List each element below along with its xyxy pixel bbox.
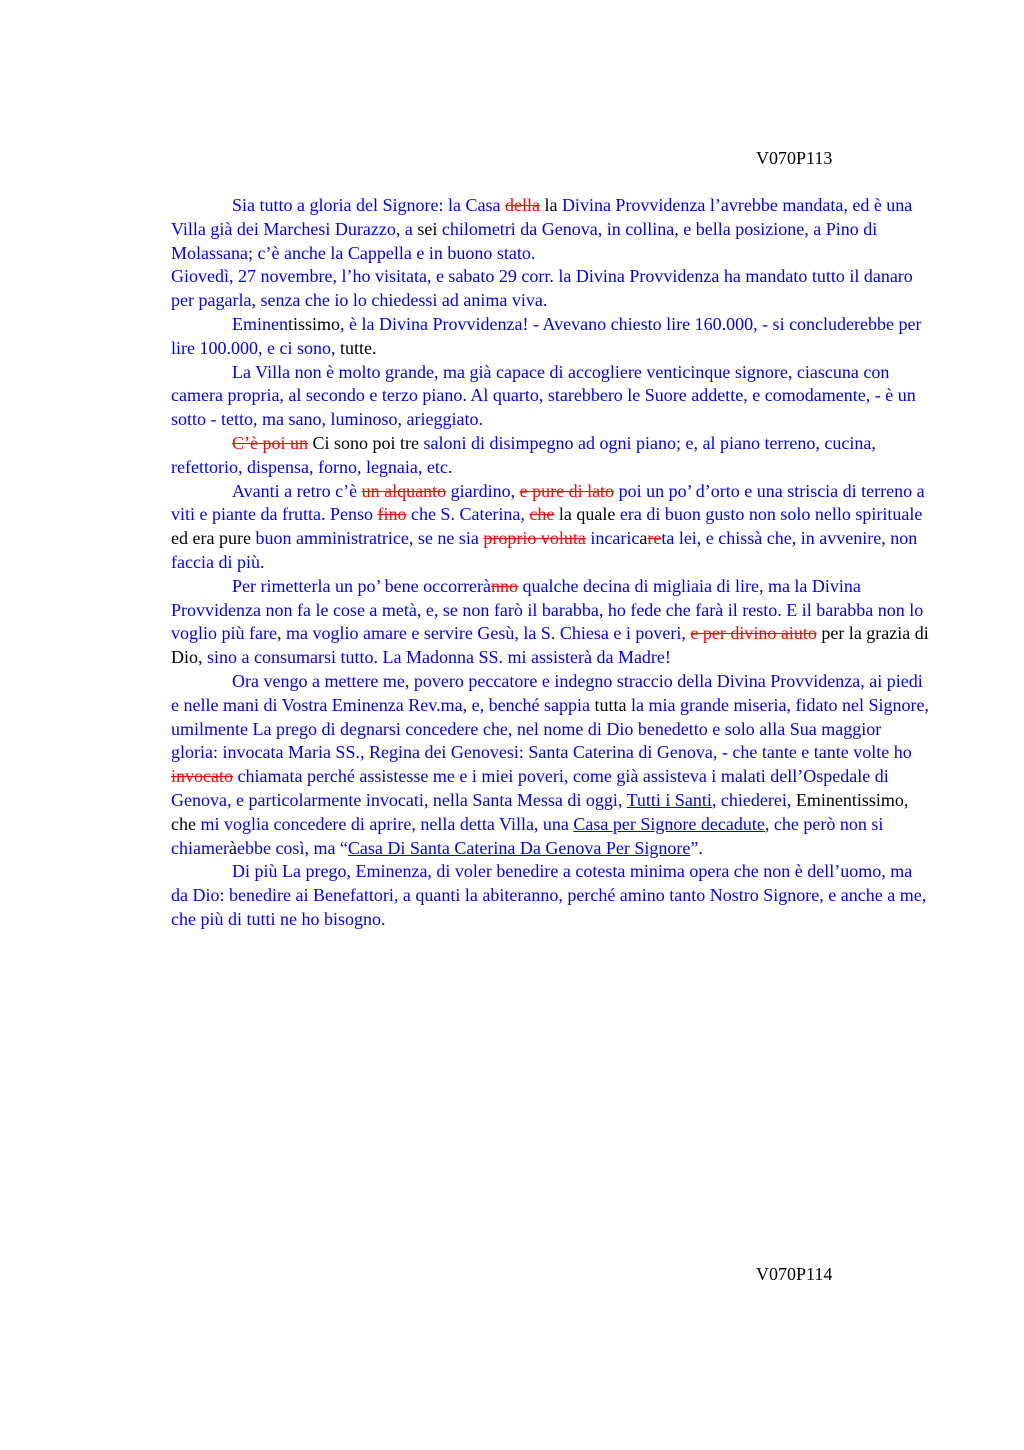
text-run: Eminen bbox=[232, 313, 288, 334]
inserted-text: la quale bbox=[554, 504, 616, 525]
inserted-text: sei bbox=[417, 218, 438, 239]
inserted-text: tutte. bbox=[339, 337, 377, 358]
deleted-text: fino bbox=[377, 504, 407, 525]
paragraph bbox=[171, 432, 931, 480]
text-run: Avanti a retro c’è bbox=[232, 480, 362, 501]
text-run: , che però non si chiamer bbox=[171, 813, 884, 858]
text-run: Di più La prego, Eminenza, di voler benedire a cotesta minima opera che non è dell’uomo, ma da Dio: benedire ai Benefattori, a quanti la abiteranno, perché amino tanto Nostro Signore, e anche a me, che più di tutti ne ho bisogno. bbox=[171, 861, 927, 929]
inserted-text: Eminentissimo, che bbox=[171, 789, 909, 834]
text-run: mi voglia concedere di aprire, nella detta Villa, una bbox=[195, 813, 574, 834]
text-run: poi un po’ d’orto e una striscia di terreno a viti e piante da frutta. Penso bbox=[171, 480, 925, 525]
paragraph bbox=[171, 361, 931, 432]
letter-body bbox=[171, 194, 931, 932]
underlined-text: Tutti i Santi bbox=[626, 789, 712, 810]
text-run: ebbe così, ma “ bbox=[236, 837, 348, 858]
paragraph bbox=[171, 670, 931, 860]
text-run: era di buon gusto non solo nello spirituale bbox=[615, 504, 923, 525]
text-run: , sino a consumarsi tutto. La Madonna SS. mi assisterà da Madre! bbox=[198, 647, 671, 668]
text-run: che S. Caterina, bbox=[406, 504, 530, 525]
deleted-text: proprio voluta bbox=[483, 528, 586, 549]
paragraph bbox=[171, 575, 931, 670]
inserted-text: ed era pure bbox=[171, 528, 251, 549]
deleted-text: che bbox=[529, 504, 555, 525]
inserted-text: tissimo bbox=[288, 313, 341, 334]
text-run: ”. bbox=[690, 837, 703, 858]
inserted-text: per la grazia di Dio bbox=[171, 623, 929, 668]
deleted-text: della bbox=[504, 195, 540, 215]
text-run: , chiederei, bbox=[711, 789, 796, 810]
deleted-text: nno bbox=[491, 575, 519, 596]
inserted-text: tutta bbox=[594, 694, 627, 715]
inserted-text: la bbox=[539, 195, 558, 215]
text-run: Ora vengo a mettere me, povero peccatore e indegno straccio della Divina Provvidenza, ai piedi e nelle mani di Vostra Eminenza Rev.ma, e, benché sappia bbox=[171, 670, 923, 715]
text-run: la mia grande miseria, fidato nel Signore, umilmente La prego di degnarsi concedere che, nel nome di Dio benedetto e solo alla Sua maggior gloria: invocata Maria SS., Regina dei Genovesi: Santa Caterina di Genova, - che tante e tante volte ho bbox=[171, 694, 929, 763]
text-run: buon amministratrice, se ne sia bbox=[250, 528, 484, 549]
text-run: Per rimetterla un po’ bene occorrerà bbox=[232, 575, 492, 596]
header-page-code: V070P113 bbox=[756, 148, 833, 168]
deleted-text: un alquanto bbox=[361, 480, 447, 501]
deleted-text: invocato bbox=[171, 766, 233, 787]
text-run: , è la Divina Provvidenza! - Avevano chiesto lire 160.000, - si concluderebbe per lire 100.000, e ci sono, bbox=[171, 313, 922, 358]
text-run: Divina Provvidenza l’avrebbe mandata, ed è una Villa già dei Marchesi Durazzo, a bbox=[171, 195, 913, 239]
text-run: saloni di disimpegno ad ogni piano; e, al piano terreno, cucina, refettorio, dispensa, forno, legnaia, etc. bbox=[171, 432, 876, 477]
underlined-text: Casa Di Santa Caterina Da Genova Per Signore bbox=[347, 837, 691, 858]
text-run: chiamata perché assistesse me e i miei poveri, come già assisteva i malati dell’Ospedale di Genova, e particolarmente invocati, nella Santa Messa di oggi, bbox=[171, 766, 889, 810]
underlined-text: Casa per Signore decadute bbox=[573, 813, 765, 834]
inserted-text: a bbox=[639, 528, 648, 549]
deleted-text: e pure di lato bbox=[519, 480, 615, 501]
inserted-text: Ci sono poi tre bbox=[308, 432, 419, 453]
text-run: Sia tutto a gloria del Signore: la Casa bbox=[232, 195, 505, 215]
paragraph bbox=[171, 265, 931, 313]
text-run: ta lei, e chissà che, in avvenire, non faccia di più. bbox=[171, 528, 918, 572]
paragraph bbox=[171, 313, 931, 361]
deleted-text: e per divino aiuto bbox=[690, 623, 817, 644]
paragraph bbox=[171, 860, 931, 931]
text-run: qualche decina di migliaia di lire, ma la Divina Provvidenza non fa le cose a metà, e, se non farò il barabba, ho fede che farà il resto. E il barabba non lo voglio più fare, ma voglio amare e servire Gesù, la S. Chiesa e i poveri, bbox=[171, 575, 924, 644]
text-run: Giovedì, 27 novembre, l’ho visitata, e sabato 29 corr. la Divina Provvidenza ha mandato tutto il danaro per pagarla, senza che io lo chiedessi ad anima viva. bbox=[171, 266, 913, 311]
text-run: giardino, bbox=[446, 480, 520, 501]
paragraph bbox=[171, 194, 931, 265]
deleted-text: C’è poi un bbox=[232, 432, 308, 453]
deleted-text: re bbox=[647, 528, 662, 549]
footer-page-code: V070P114 bbox=[756, 1264, 833, 1284]
text-run: incaric bbox=[585, 528, 640, 549]
paragraph bbox=[171, 480, 931, 575]
inserted-text: à bbox=[228, 837, 237, 858]
text-run: La Villa non è molto grande, ma già capace di accogliere venticinque signore, ciascuna con camera propria, al secondo e terzo piano. Al quarto, starebbero le Suore addette, e comodamente, - è un sotto - tetto, ma sano, luminoso, arieggiato. bbox=[171, 361, 916, 430]
text-run: chilometri da Genova, in collina, e bella posizione, a Pino di Molassana; c’è anche la Cappella e in buono stato. bbox=[171, 218, 878, 263]
